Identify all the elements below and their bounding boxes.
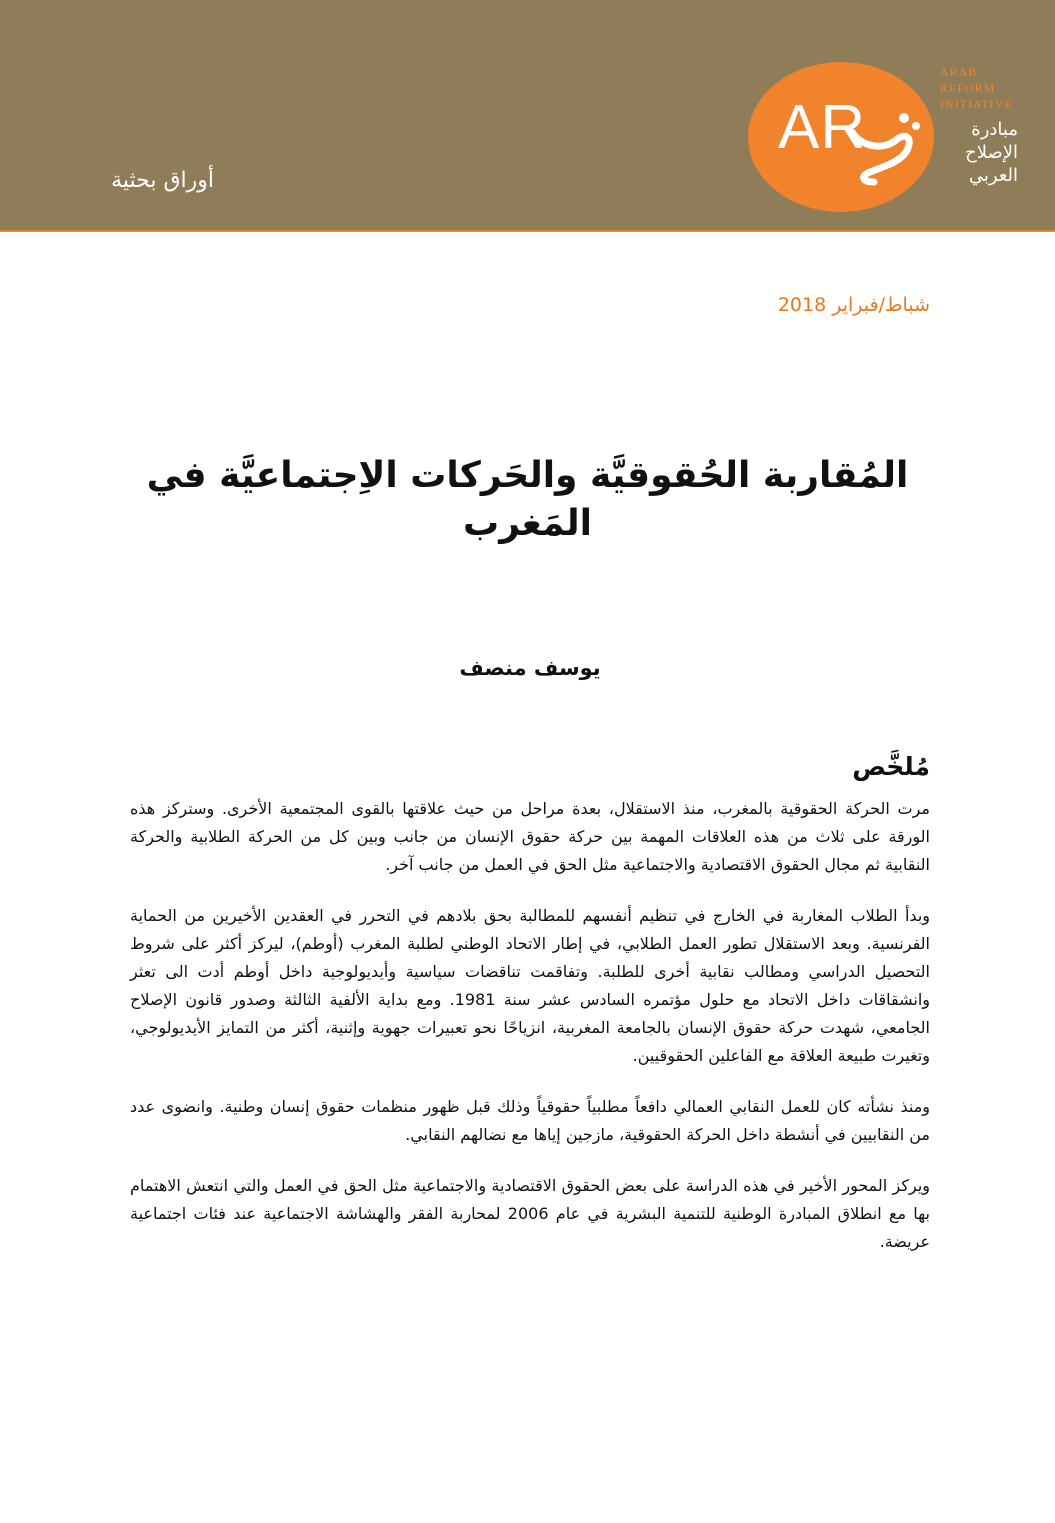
logo-english-line: ARAB bbox=[940, 65, 978, 79]
logo-arabic-name bbox=[928, 118, 1018, 187]
logo-english-line: INITIATIVE bbox=[940, 97, 1013, 111]
summary-heading: مُلخَّص bbox=[852, 752, 930, 781]
page-header-band bbox=[0, 0, 1055, 232]
logo-english-line: REFORM bbox=[940, 81, 996, 95]
logo-arabic-line: العربي bbox=[968, 165, 1018, 186]
author-name: يوسف منصف bbox=[459, 656, 601, 680]
logo-arabic-line: مبادرة bbox=[971, 119, 1018, 140]
summary-body bbox=[130, 795, 930, 1279]
logo-arabic-line: الإصلاح bbox=[965, 142, 1018, 163]
logo-english-name bbox=[940, 64, 1050, 112]
logo-swirl-icon bbox=[846, 102, 922, 186]
summary-paragraph: مرت الحركة الحقوقية بالمغرب، منذ الاستقلال، بعدة مراحل من حيث علاقتها بالقوى المجتمعية الأخرى. وستركز هذه الورقة على ثلاث من هذه العلاقات المهمة بين حركة حقوق الإنسان من جانب وبين كل من الحركة الطلابية والحركة النقابية ثم مجال الحقوق الاقتصادية والاجتماعية مثل الحق في العمل من جانب آخر. bbox=[130, 799, 930, 874]
logo-letters: AR bbox=[778, 93, 867, 162]
summary-paragraph: ومنذ نشأته كان للعمل النقابي العمالي دافعاً مطلبياً حقوقياً وذلك قبل ظهور منظمات حقوق إنسان وطنية. وانضوى عدد من النقابيين في أنشطة داخل الحركة الحقوقية، مازجين إياها مع نضالهم النقابي. bbox=[130, 1097, 930, 1144]
summary-paragraph: وبدأ الطلاب المغاربة في الخارج في تنظيم أنفسهم للمطالبة بحق بلادهم في التحرر في العقدين الأخيرين من الحماية الفرنسية. وبعد الاستقلال تطور العمل الطلابي، في إطار الاتحاد الوطني لطلبة المغرب (أوطم)، ليركز أكثر على شروط التحصيل الدراسي ومطالب نقابية أخرى للطلبة. وتفاقمت تناقضات سياسية وأيديولوجية داخل أوطم أدت الى تعثر وانشقاقات داخل الاتحاد مع حلول مؤتمره السادس عشر سنة 1981. ومع بداية الألفية الثالثة وصدور قانون الإصلاح الجامعي، شهدت حركة حقوق الإنسان بالجامعة المغربية، انزياحًا نحو تعبيرات جهوية وإثنية، أكثر من التمايز الأيديولوجي، وتغيرت طبيعة العلاقة مع الفاعلين الحقوقيين. bbox=[130, 906, 931, 1065]
summary-paragraph: ويركز المحور الأخير في هذه الدراسة على بعض الحقوق الاقتصادية والاجتماعية مثل الحق في العمل والتي انتعش الاهتمام بها مع انطلاق المبادرة الوطنية للتنمية البشرية في عام 2006 لمحاربة الفقر والهشاشة الاجتماعية عند فئات اجتماعية عريضة. bbox=[130, 1176, 931, 1251]
publication-date: شباط/فبراير 2018 bbox=[777, 294, 930, 316]
series-label: أوراق بحثية bbox=[111, 168, 214, 193]
document-title: المُقاربة الحُقوقيَّة والحَركات الاِجتماعيَّة في المَغرب bbox=[146, 455, 909, 544]
